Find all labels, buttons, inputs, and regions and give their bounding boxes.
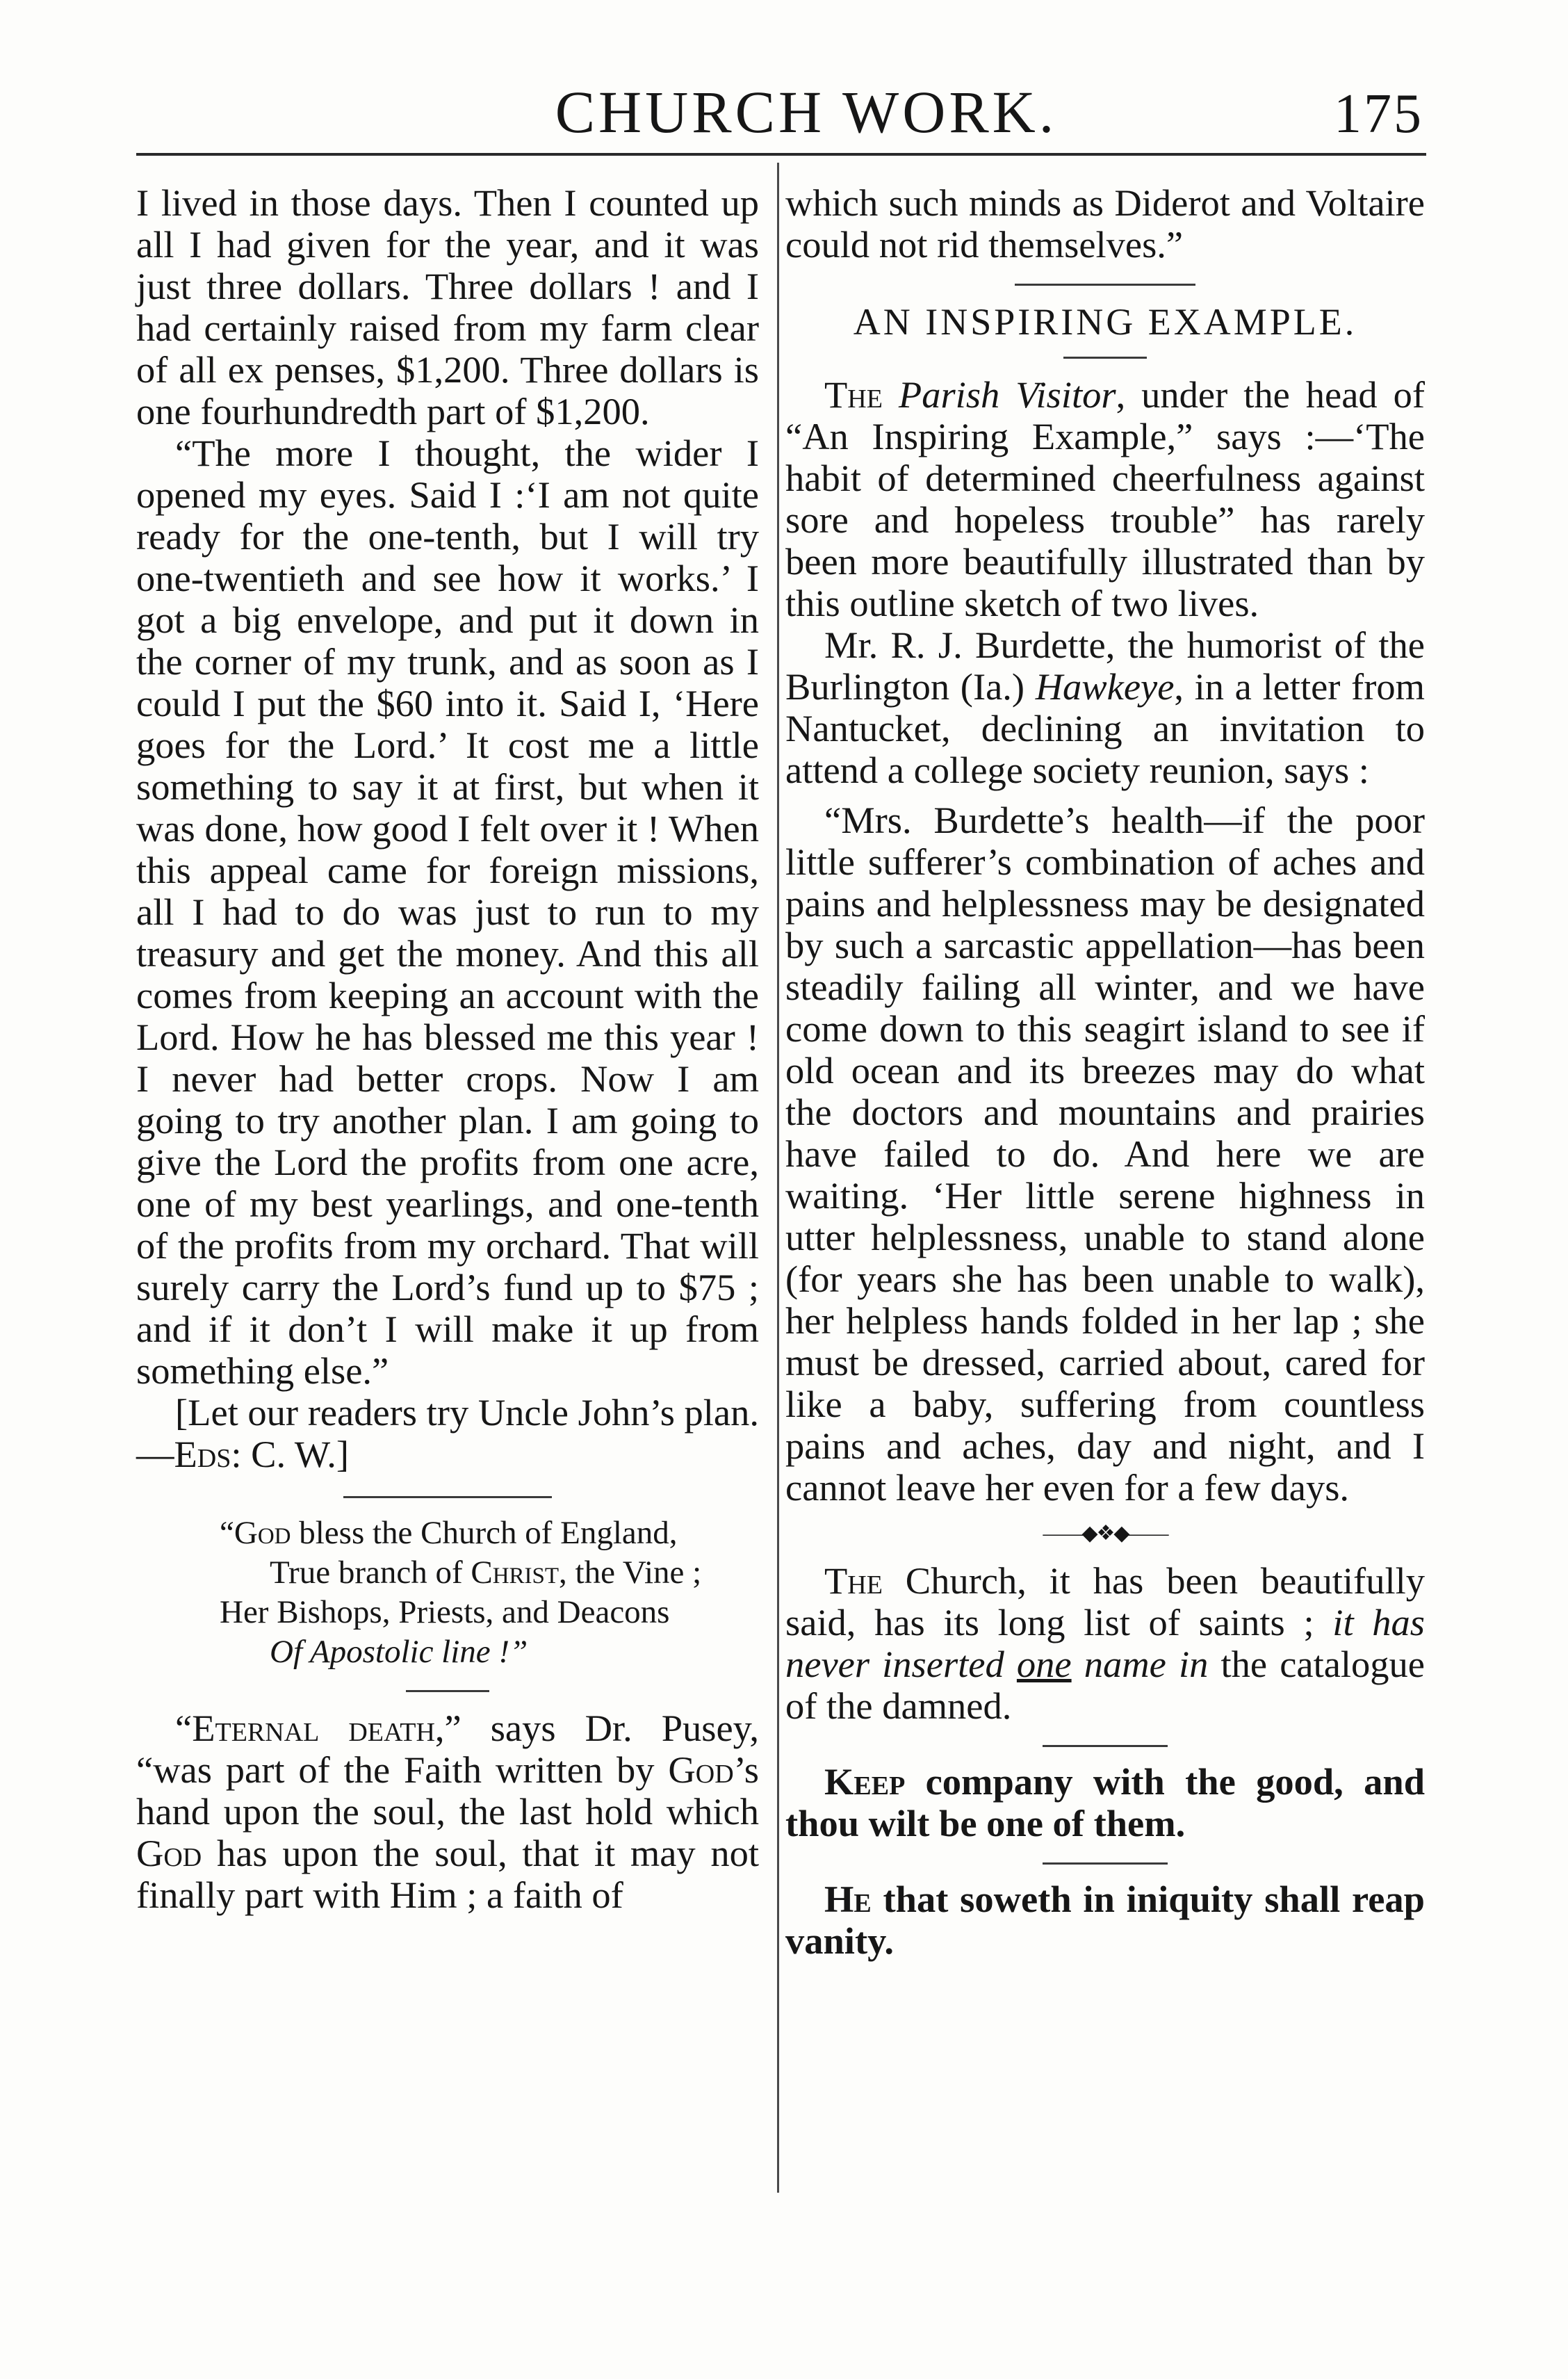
pusey-text-b: ’s hand upon the soul, the last hold which [136,1748,759,1833]
verse-open-quote: “ [220,1515,234,1551]
paragraph-uncle-john-2: “The more I thought, the wider I opened my eyes. Said I :‘I am not quite ready for the one-tenth, but I will try one-twentieth and see how it works.’ I got a big envelope, and put it down in the corner of my trunk, and as soon as I could I put the $60 into it. Said I, ‘Here goes for the Lord.’ It cost me a little something to say it at first, but when it was done, how good I felt over it ! When this appeal came for foreign missions, all I had to do was just to run to my treasury and get the money. And this all comes from keeping an account with the Lord. How he has blessed me this year ! I never had better crops. Now I am going to try another plan. I am going to give the Lord the profits from one acre, one of my best yearlings, and one-tenth of the profits from my orchard. That will surely carry the Lord’s fund up to $75 ; and if it don’t I will make it up from something else.” [136,432,759,1392]
verse-god: God [234,1515,291,1551]
pusey-text-c: has upon the soul, that it may not finally part with Him ; a faith of [136,1832,759,1916]
section-heading: AN INSPIRING EXAMPLE. [853,301,1357,343]
paragraph-iniquity [785,1878,1425,1962]
he-lead: He [824,1878,872,1920]
church-italic-a: it has never inserted [785,1601,1425,1685]
section-rule [343,1496,552,1498]
section-rule-small [1063,357,1147,359]
editor-note-text: [Let our readers try Uncle John’s plan.— [136,1391,759,1475]
verse-quote [220,1513,759,1672]
paragraph-keep-company [785,1761,1425,1844]
he-rest: that soweth in iniquity shall reap vanity. [785,1878,1425,1962]
paragraph-uncle-john-1: I lived in those days. Then I counted up all I had given for the year, and it was just three dollars. Three dollars ! and I had certainly raised from my farm clear of all ex penses, $1,200. Three dollars is one fourhundredth part of $1,200. [136,181,759,432]
visitor-lead: The [824,373,883,416]
burdette-paper: Hawkeye [1035,665,1175,708]
visitor-title: Parish Visitor [898,373,1116,416]
section-rule-small [406,1690,489,1692]
column-divider [777,163,779,2193]
right-column [785,182,1425,1962]
editor-note-eds: Eds [174,1433,231,1475]
paragraph-parish-visitor [785,374,1425,624]
church-lead: The [824,1559,883,1602]
verse-line-4: Of Apostolic line !” [270,1634,528,1670]
pusey-text-a: ,” says Dr. Pusey, “was part of the Faith written by [136,1707,759,1791]
verse-christ: Christ [471,1554,560,1591]
pusey-lead: Eternal death [192,1707,435,1749]
church-one: one [1016,1643,1072,1685]
burdette-text-b: , in a letter from Nantucket, declining an invitation to attend a college society reunion, says : [785,665,1425,791]
running-title: CHURCH WORK. [555,79,1058,145]
verse-line-2 [220,1553,759,1593]
burdette-text-a: Mr. R. J. Burdette, the humorist of the Burlington (Ia.) [785,624,1425,708]
church-italic-b: name in [1071,1643,1209,1685]
paragraph-pusey [136,1707,759,1916]
paragraph-church-saints [785,1560,1425,1727]
section-rule [1015,284,1195,286]
pusey-open-quote: “ [175,1707,193,1749]
ornament-divider: ——◆❖◆—— [1043,1522,1168,1545]
church-end: the catalogue of the damned. [785,1643,1425,1727]
verse-line-1-rest: bless the Church of England, [291,1515,678,1551]
verse-line-2-start: True branch of [270,1554,471,1591]
editor-note [136,1392,759,1475]
verse-line-1 [220,1513,759,1553]
verse-line-3: Her Bishops, Priests, and Deacons [220,1594,670,1630]
pusey-god-2: God [136,1832,202,1874]
editor-note-end: : C. W.] [231,1433,349,1475]
page-number: 175 [1334,83,1423,145]
paragraph-burdette-quote: “Mrs. Burdette’s health—if the poor little sufferer’s combination of aches and pains and helplessness may be designated by such a sarcastic appellation—has been steadily failing all winter, and we have come down to this seagirt island to see if old ocean and its breezes may do what the doctors and mountains and prairies have failed to do. And here we are waiting. ‘Her little serene highness in utter helplessness, unable to stand alone (for years she has been unable to walk), her helpless hands folded in her lap ; she must be dressed, carried about, cared for like a baby, suffering from countless pains and aches, day and night, and I cannot leave her even for a few days. [785,799,1425,1509]
paragraph-burdette [785,624,1425,791]
left-column [136,182,759,1916]
visitor-rest: , under the head of “An Inspiring Example,” says :—‘The habit of determined cheerfulness against sore and hopeless trouble” has rarely been more beautifully illustrated than by this outline sketch of two lives. [785,373,1425,624]
keep-lead: Keep [824,1760,906,1803]
section-rule-small [1043,1745,1168,1747]
keep-rest: company with the good, and thou wilt be one of them. [785,1760,1425,1844]
page-header [0,0,1568,160]
paragraph-continued: which such minds as Diderot and Voltaire could not rid themselves.” [785,181,1425,266]
section-rule-small [1043,1862,1168,1865]
church-text-a: Church, it has been beautifully said, has its long list of saints ; [785,1559,1425,1643]
verse-line-2-end: , the Vine ; [559,1554,702,1591]
pusey-god-1: God [668,1748,734,1791]
header-rule [136,153,1426,156]
